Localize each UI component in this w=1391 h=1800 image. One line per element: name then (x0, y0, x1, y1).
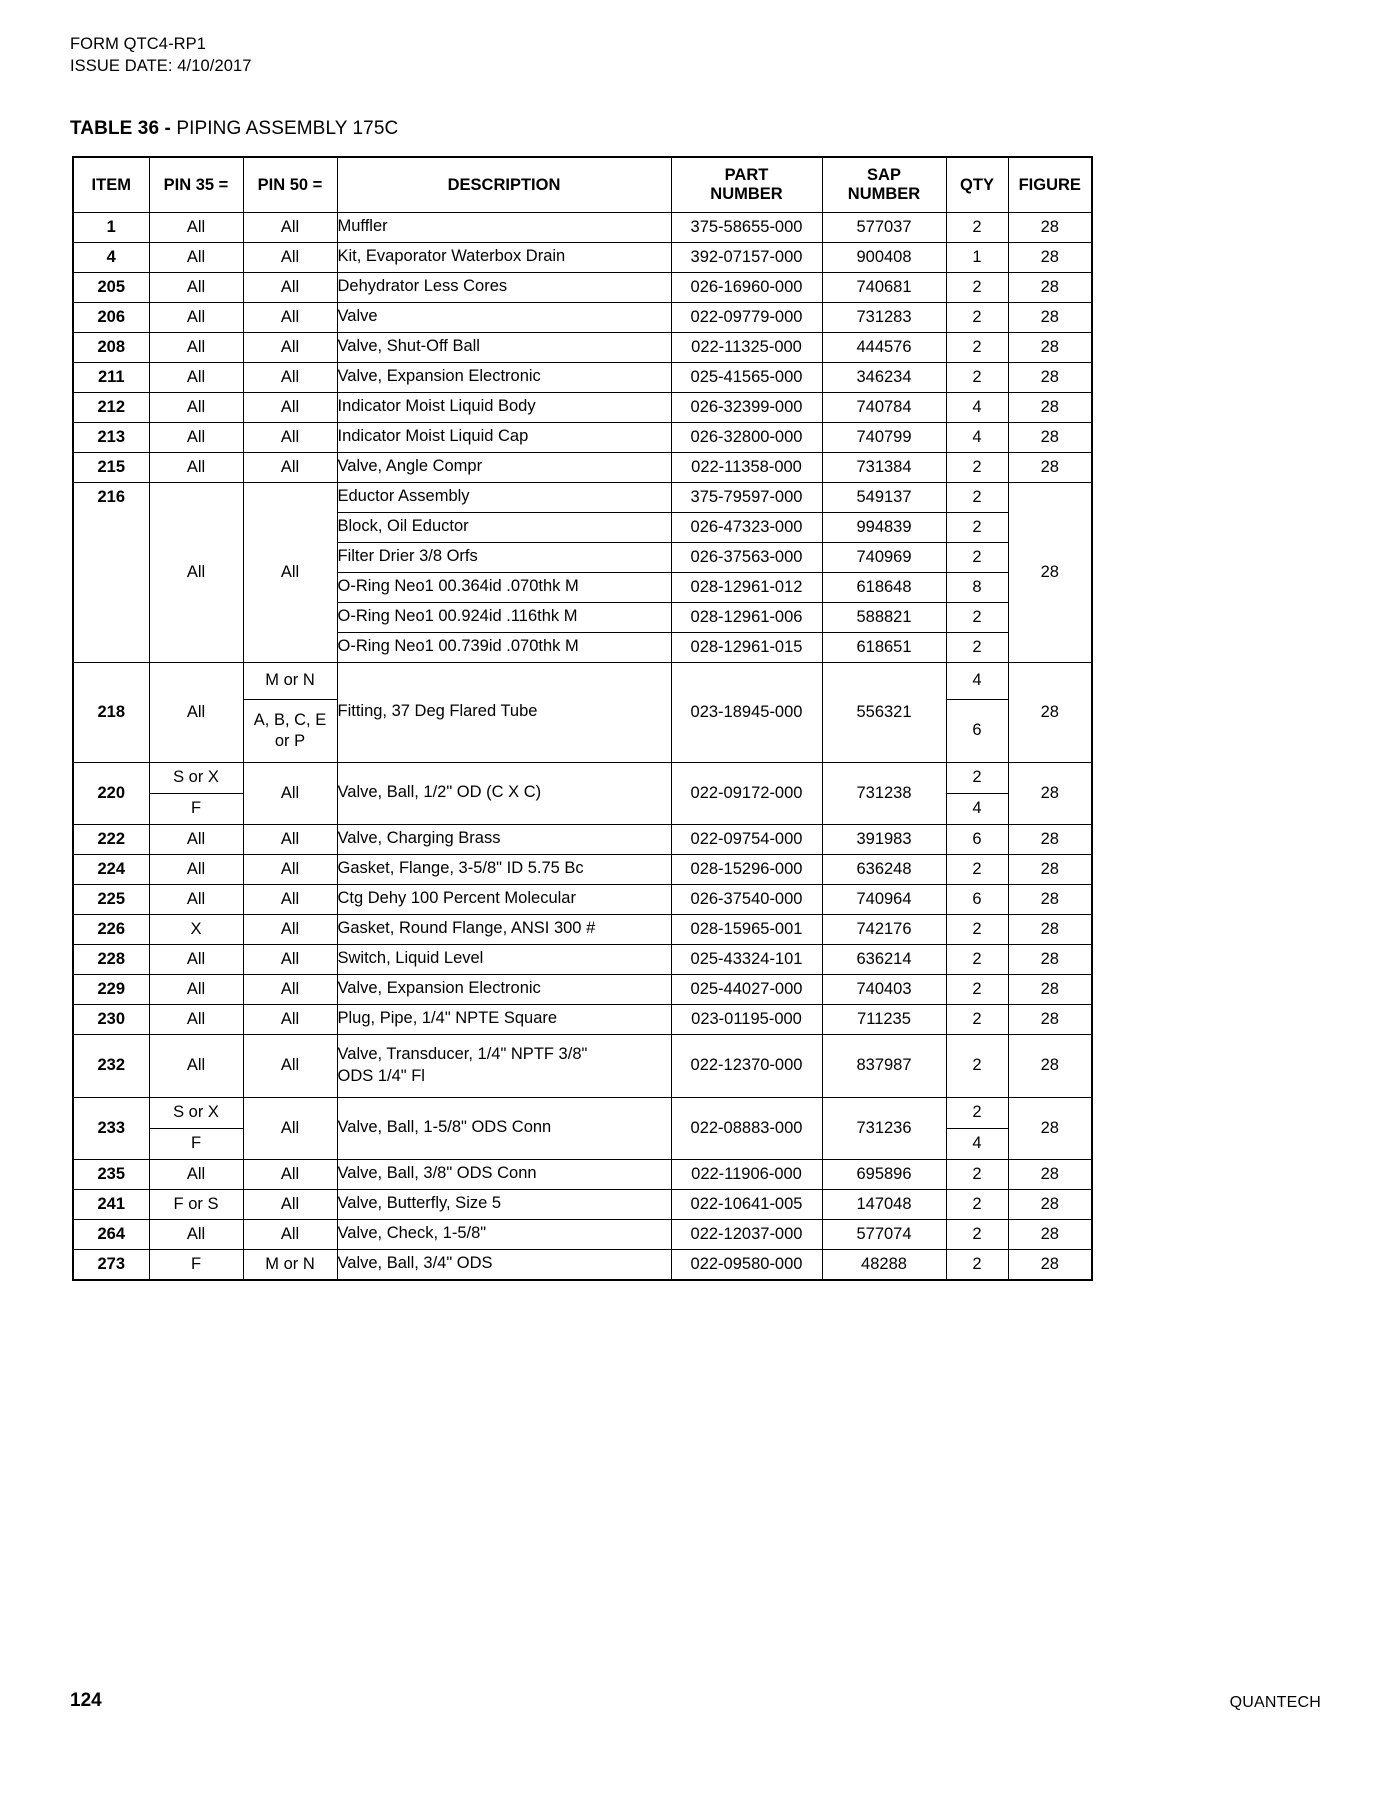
cell-pin50: All (243, 332, 337, 362)
cell-description: Muffler (337, 212, 671, 242)
sap-number-line2: NUMBER (847, 184, 921, 203)
cell-pin35-variant: F (149, 793, 243, 824)
cell-sap-number: 618648 (822, 572, 946, 602)
cell-part-number: 022-11325-000 (671, 332, 822, 362)
cell-item: 211 (73, 362, 149, 392)
cell-sap-number: 346234 (822, 362, 946, 392)
cell-qty: 2 (946, 602, 1008, 632)
table-row (73, 824, 1092, 854)
cell-sap-number: 837987 (822, 1034, 946, 1097)
cell-figure: 28 (1008, 762, 1092, 824)
column-header-pin50: PIN 50 = (243, 157, 337, 213)
table-label: TABLE 36 - (70, 117, 177, 139)
cell-figure: 28 (1008, 1219, 1092, 1249)
table-header-row (73, 157, 1092, 213)
cell-qty: 4 (946, 392, 1008, 422)
page-title (70, 118, 1321, 140)
cell-pin50: All (243, 1189, 337, 1219)
cell-sap-number: 556321 (822, 662, 946, 762)
cell-qty: 2 (946, 212, 1008, 242)
cell-pin50: All (243, 944, 337, 974)
cell-description: Dehydrator Less Cores (337, 272, 671, 302)
cell-pin35: X (149, 914, 243, 944)
cell-part-number: 022-11358-000 (671, 452, 822, 482)
cell-part-number: 026-37540-000 (671, 884, 822, 914)
cell-qty: 2 (946, 1219, 1008, 1249)
description-line2: ODS 1/4" Fl (337, 1066, 425, 1085)
cell-qty: 2 (946, 542, 1008, 572)
cell-qty: 2 (946, 302, 1008, 332)
cell-item: 4 (73, 242, 149, 272)
table-row (73, 914, 1092, 944)
cell-pin35: F (149, 1249, 243, 1280)
cell-part-number: 023-18945-000 (671, 662, 822, 762)
cell-pin35: All (149, 482, 243, 662)
cell-description: Indicator Moist Liquid Body (337, 392, 671, 422)
cell-part-number: 022-12037-000 (671, 1219, 822, 1249)
cell-part-number: 028-12961-006 (671, 602, 822, 632)
cell-part-number: 022-09754-000 (671, 824, 822, 854)
cell-sap-number: 577074 (822, 1219, 946, 1249)
cell-sap-number: 740799 (822, 422, 946, 452)
cell-qty: 2 (946, 1159, 1008, 1189)
cell-part-number: 026-47323-000 (671, 512, 822, 542)
column-header-qty: QTY (946, 157, 1008, 213)
cell-pin35: All (149, 362, 243, 392)
cell-description: O-Ring Neo1 00.924id .116thk M (337, 602, 671, 632)
column-header-figure: FIGURE (1008, 157, 1092, 213)
cell-sap-number: 740784 (822, 392, 946, 422)
cell-description: Valve, Ball, 1/2" OD (C X C) (337, 762, 671, 824)
cell-qty: 2 (946, 332, 1008, 362)
cell-qty-variant: 4 (946, 793, 1008, 824)
cell-sap-number: 731236 (822, 1097, 946, 1159)
cell-item: 228 (73, 944, 149, 974)
cell-part-number: 022-09779-000 (671, 302, 822, 332)
cell-pin50: All (243, 452, 337, 482)
cell-sap-number: 636214 (822, 944, 946, 974)
cell-description: Switch, Liquid Level (337, 944, 671, 974)
cell-sap-number: 731384 (822, 452, 946, 482)
table-row-group-220 (73, 762, 1092, 793)
cell-pin50: M or N (243, 1249, 337, 1280)
cell-description: Valve, Shut-Off Ball (337, 332, 671, 362)
cell-item: 215 (73, 452, 149, 482)
cell-qty: 2 (946, 1034, 1008, 1097)
cell-item: 212 (73, 392, 149, 422)
cell-pin35: All (149, 392, 243, 422)
cell-part-number: 028-12961-015 (671, 632, 822, 662)
cell-figure: 28 (1008, 242, 1092, 272)
table-row (73, 332, 1092, 362)
table-row (73, 1189, 1092, 1219)
cell-figure: 28 (1008, 884, 1092, 914)
cell-qty: 6 (946, 884, 1008, 914)
cell-item: 232 (73, 1034, 149, 1097)
table-row-group-218 (73, 662, 1092, 699)
cell-pin50: All (243, 362, 337, 392)
cell-qty: 2 (946, 362, 1008, 392)
sap-number-line1: SAP (867, 166, 901, 185)
cell-item: 208 (73, 332, 149, 362)
cell-pin35: All (149, 1159, 243, 1189)
cell-description: Gasket, Flange, 3-5/8" ID 5.75 Bc (337, 854, 671, 884)
cell-description: Valve, Ball, 1-5/8" ODS Conn (337, 1097, 671, 1159)
cell-sap-number: 740403 (822, 974, 946, 1004)
cell-pin50-variant: A, B, C, E or P (243, 699, 337, 762)
cell-pin35: All (149, 422, 243, 452)
cell-figure: 28 (1008, 1034, 1092, 1097)
cell-sap-number: 618651 (822, 632, 946, 662)
cell-item: 224 (73, 854, 149, 884)
cell-description: Valve, Angle Compr (337, 452, 671, 482)
cell-pin35: All (149, 212, 243, 242)
cell-description: Ctg Dehy 100 Percent Molecular (337, 884, 671, 914)
cell-qty: 8 (946, 572, 1008, 602)
cell-part-number: 025-41565-000 (671, 362, 822, 392)
cell-pin35: All (149, 452, 243, 482)
cell-qty: 2 (946, 944, 1008, 974)
cell-qty-variant: 4 (946, 1128, 1008, 1159)
cell-qty: 2 (946, 1189, 1008, 1219)
cell-sap-number: 740964 (822, 884, 946, 914)
cell-qty: 6 (946, 824, 1008, 854)
cell-sap-number: 147048 (822, 1189, 946, 1219)
cell-sap-number: 695896 (822, 1159, 946, 1189)
cell-sap-number: 742176 (822, 914, 946, 944)
cell-pin35: All (149, 944, 243, 974)
column-header-part-number (671, 157, 822, 213)
cell-item: 218 (73, 662, 149, 762)
cell-description: Valve, Ball, 3/8" ODS Conn (337, 1159, 671, 1189)
cell-item: 220 (73, 762, 149, 824)
cell-pin35: All (149, 884, 243, 914)
cell-pin50: All (243, 824, 337, 854)
form-code: FORM QTC4-RP1 (70, 35, 207, 53)
table-row (73, 1004, 1092, 1034)
cell-figure: 28 (1008, 482, 1092, 662)
table-row (73, 1249, 1092, 1280)
cell-description: Fitting, 37 Deg Flared Tube (337, 662, 671, 762)
cell-figure: 28 (1008, 452, 1092, 482)
cell-pin50: All (243, 212, 337, 242)
cell-pin50: All (243, 1219, 337, 1249)
cell-item: 229 (73, 974, 149, 1004)
cell-part-number: 025-43324-101 (671, 944, 822, 974)
cell-part-number: 028-12961-012 (671, 572, 822, 602)
cell-part-number: 022-08883-000 (671, 1097, 822, 1159)
cell-qty: 2 (946, 1249, 1008, 1280)
cell-figure: 28 (1008, 302, 1092, 332)
cell-sap-number: 731283 (822, 302, 946, 332)
cell-part-number: 375-79597-000 (671, 482, 822, 512)
cell-sap-number: 711235 (822, 1004, 946, 1034)
table-row-232 (73, 1034, 1092, 1097)
cell-item: 216 (73, 482, 149, 662)
cell-pin50: All (243, 302, 337, 332)
cell-item: 273 (73, 1249, 149, 1280)
cell-part-number: 026-32399-000 (671, 392, 822, 422)
cell-part-number: 375-58655-000 (671, 212, 822, 242)
cell-item: 230 (73, 1004, 149, 1034)
cell-qty-variant: 2 (946, 1097, 1008, 1128)
cell-pin50: All (243, 272, 337, 302)
cell-pin50: All (243, 482, 337, 662)
cell-qty: 2 (946, 854, 1008, 884)
cell-pin35-variant: S or X (149, 762, 243, 793)
cell-figure: 28 (1008, 362, 1092, 392)
table-title-text: PIPING ASSEMBLY 175C (176, 117, 399, 139)
cell-part-number: 028-15965-001 (671, 914, 822, 944)
table-row (73, 944, 1092, 974)
cell-sap-number: 900408 (822, 242, 946, 272)
cell-sap-number: 994839 (822, 512, 946, 542)
table-row (73, 392, 1092, 422)
cell-figure: 28 (1008, 824, 1092, 854)
cell-sap-number: 48288 (822, 1249, 946, 1280)
table-row (73, 362, 1092, 392)
cell-item: 222 (73, 824, 149, 854)
column-header-item: ITEM (73, 157, 149, 213)
part-number-line2: NUMBER (710, 184, 783, 203)
table-row (73, 422, 1092, 452)
cell-pin35: All (149, 662, 243, 762)
cell-qty: 2 (946, 482, 1008, 512)
cell-pin50-variant: M or N (243, 662, 337, 699)
cell-pin35: All (149, 302, 243, 332)
cell-item: 241 (73, 1189, 149, 1219)
cell-pin35: All (149, 1004, 243, 1034)
table-row (73, 452, 1092, 482)
cell-sap-number: 731238 (822, 762, 946, 824)
cell-pin50: All (243, 242, 337, 272)
cell-description: Indicator Moist Liquid Cap (337, 422, 671, 452)
cell-figure: 28 (1008, 212, 1092, 242)
part-number-line1: PART (724, 166, 769, 185)
cell-figure: 28 (1008, 1249, 1092, 1280)
cell-figure: 28 (1008, 392, 1092, 422)
cell-part-number: 023-01195-000 (671, 1004, 822, 1034)
description-line1: Valve, Transducer, 1/4" NPTF 3/8" (337, 1044, 588, 1063)
cell-description: Valve, Butterfly, Size 5 (337, 1189, 671, 1219)
cell-figure: 28 (1008, 1159, 1092, 1189)
cell-figure: 28 (1008, 332, 1092, 362)
cell-description: O-Ring Neo1 00.364id .070thk M (337, 572, 671, 602)
cell-item: 213 (73, 422, 149, 452)
cell-figure: 28 (1008, 944, 1092, 974)
cell-pin50: All (243, 422, 337, 452)
column-header-sap-number (822, 157, 946, 213)
cell-part-number: 022-11906-000 (671, 1159, 822, 1189)
cell-sap-number: 444576 (822, 332, 946, 362)
cell-pin50: All (243, 1004, 337, 1034)
cell-pin50: All (243, 392, 337, 422)
cell-item: 226 (73, 914, 149, 944)
cell-qty: 2 (946, 914, 1008, 944)
cell-qty: 2 (946, 512, 1008, 542)
cell-qty: 4 (946, 422, 1008, 452)
cell-pin35-variant: S or X (149, 1097, 243, 1128)
cell-pin50: All (243, 1097, 337, 1159)
cell-description: Valve, Expansion Electronic (337, 974, 671, 1004)
column-header-description: DESCRIPTION (337, 157, 671, 213)
cell-qty-variant: 6 (946, 699, 1008, 762)
cell-sap-number: 577037 (822, 212, 946, 242)
cell-part-number: 392-07157-000 (671, 242, 822, 272)
cell-item: 264 (73, 1219, 149, 1249)
cell-pin35: All (149, 1219, 243, 1249)
table-row (73, 212, 1092, 242)
cell-part-number: 026-16960-000 (671, 272, 822, 302)
cell-figure: 28 (1008, 1189, 1092, 1219)
cell-description: Valve, Ball, 3/4" ODS (337, 1249, 671, 1280)
cell-pin35: All (149, 332, 243, 362)
cell-description: Eductor Assembly (337, 482, 671, 512)
table-row (73, 272, 1092, 302)
table-row (73, 302, 1092, 332)
table-row-group-233 (73, 1097, 1092, 1128)
cell-sap-number: 740681 (822, 272, 946, 302)
cell-part-number: 026-32800-000 (671, 422, 822, 452)
cell-pin35: F or S (149, 1189, 243, 1219)
cell-qty: 2 (946, 272, 1008, 302)
cell-description: Kit, Evaporator Waterbox Drain (337, 242, 671, 272)
cell-item: 206 (73, 302, 149, 332)
table-row (73, 974, 1092, 1004)
cell-part-number: 022-12370-000 (671, 1034, 822, 1097)
cell-part-number: 026-37563-000 (671, 542, 822, 572)
cell-sap-number: 636248 (822, 854, 946, 884)
cell-pin50: All (243, 974, 337, 1004)
cell-description: Valve, Check, 1-5/8" (337, 1219, 671, 1249)
cell-qty: 1 (946, 242, 1008, 272)
cell-figure: 28 (1008, 662, 1092, 762)
column-header-pin35: PIN 35 = (149, 157, 243, 213)
cell-part-number: 028-15296-000 (671, 854, 822, 884)
cell-sap-number: 391983 (822, 824, 946, 854)
cell-description: O-Ring Neo1 00.739id .070thk M (337, 632, 671, 662)
cell-qty: 2 (946, 1004, 1008, 1034)
cell-pin50: All (243, 1034, 337, 1097)
cell-item: 233 (73, 1097, 149, 1159)
cell-item: 1 (73, 212, 149, 242)
cell-description: Valve, Charging Brass (337, 824, 671, 854)
cell-figure: 28 (1008, 914, 1092, 944)
cell-figure: 28 (1008, 272, 1092, 302)
parts-table (72, 156, 1093, 1281)
cell-description: Plug, Pipe, 1/4" NPTE Square (337, 1004, 671, 1034)
cell-pin50: All (243, 1159, 337, 1189)
table-row (73, 242, 1092, 272)
table-row (73, 854, 1092, 884)
page-footer (70, 1690, 1321, 1712)
cell-part-number: 022-10641-005 (671, 1189, 822, 1219)
cell-sap-number: 549137 (822, 482, 946, 512)
cell-pin50: All (243, 914, 337, 944)
issue-date: ISSUE DATE: 4/10/2017 (70, 56, 252, 75)
cell-description: Valve (337, 302, 671, 332)
cell-figure: 28 (1008, 1004, 1092, 1034)
cell-pin50: All (243, 762, 337, 824)
cell-pin35: All (149, 1034, 243, 1097)
table-row (73, 884, 1092, 914)
table-row-group-216 (73, 482, 1092, 512)
cell-pin35-variant: F (149, 1128, 243, 1159)
cell-description (337, 1034, 671, 1097)
cell-part-number: 022-09580-000 (671, 1249, 822, 1280)
table-row (73, 1219, 1092, 1249)
cell-item: 225 (73, 884, 149, 914)
cell-pin35: All (149, 272, 243, 302)
cell-pin35: All (149, 854, 243, 884)
cell-pin50: All (243, 854, 337, 884)
cell-qty: 2 (946, 632, 1008, 662)
table-row (73, 1159, 1092, 1189)
cell-figure: 28 (1008, 974, 1092, 1004)
cell-part-number: 025-44027-000 (671, 974, 822, 1004)
cell-pin50: All (243, 884, 337, 914)
cell-figure: 28 (1008, 422, 1092, 452)
cell-description: Filter Drier 3/8 Orfs (337, 542, 671, 572)
cell-description: Gasket, Round Flange, ANSI 300 # (337, 914, 671, 944)
cell-figure: 28 (1008, 854, 1092, 884)
brand-name: QUANTECH (1229, 1694, 1321, 1711)
cell-figure: 28 (1008, 1097, 1092, 1159)
cell-pin35: All (149, 242, 243, 272)
cell-pin35: All (149, 974, 243, 1004)
cell-qty: 2 (946, 452, 1008, 482)
cell-item: 235 (73, 1159, 149, 1189)
page-number: 124 (70, 1690, 102, 1711)
document-header (70, 34, 1321, 78)
cell-qty-variant: 2 (946, 762, 1008, 793)
cell-sap-number: 588821 (822, 602, 946, 632)
cell-pin35: All (149, 824, 243, 854)
cell-part-number: 022-09172-000 (671, 762, 822, 824)
cell-sap-number: 740969 (822, 542, 946, 572)
cell-qty-variant: 4 (946, 662, 1008, 699)
cell-item: 205 (73, 272, 149, 302)
cell-description: Block, Oil Eductor (337, 512, 671, 542)
cell-description: Valve, Expansion Electronic (337, 362, 671, 392)
cell-qty: 2 (946, 974, 1008, 1004)
